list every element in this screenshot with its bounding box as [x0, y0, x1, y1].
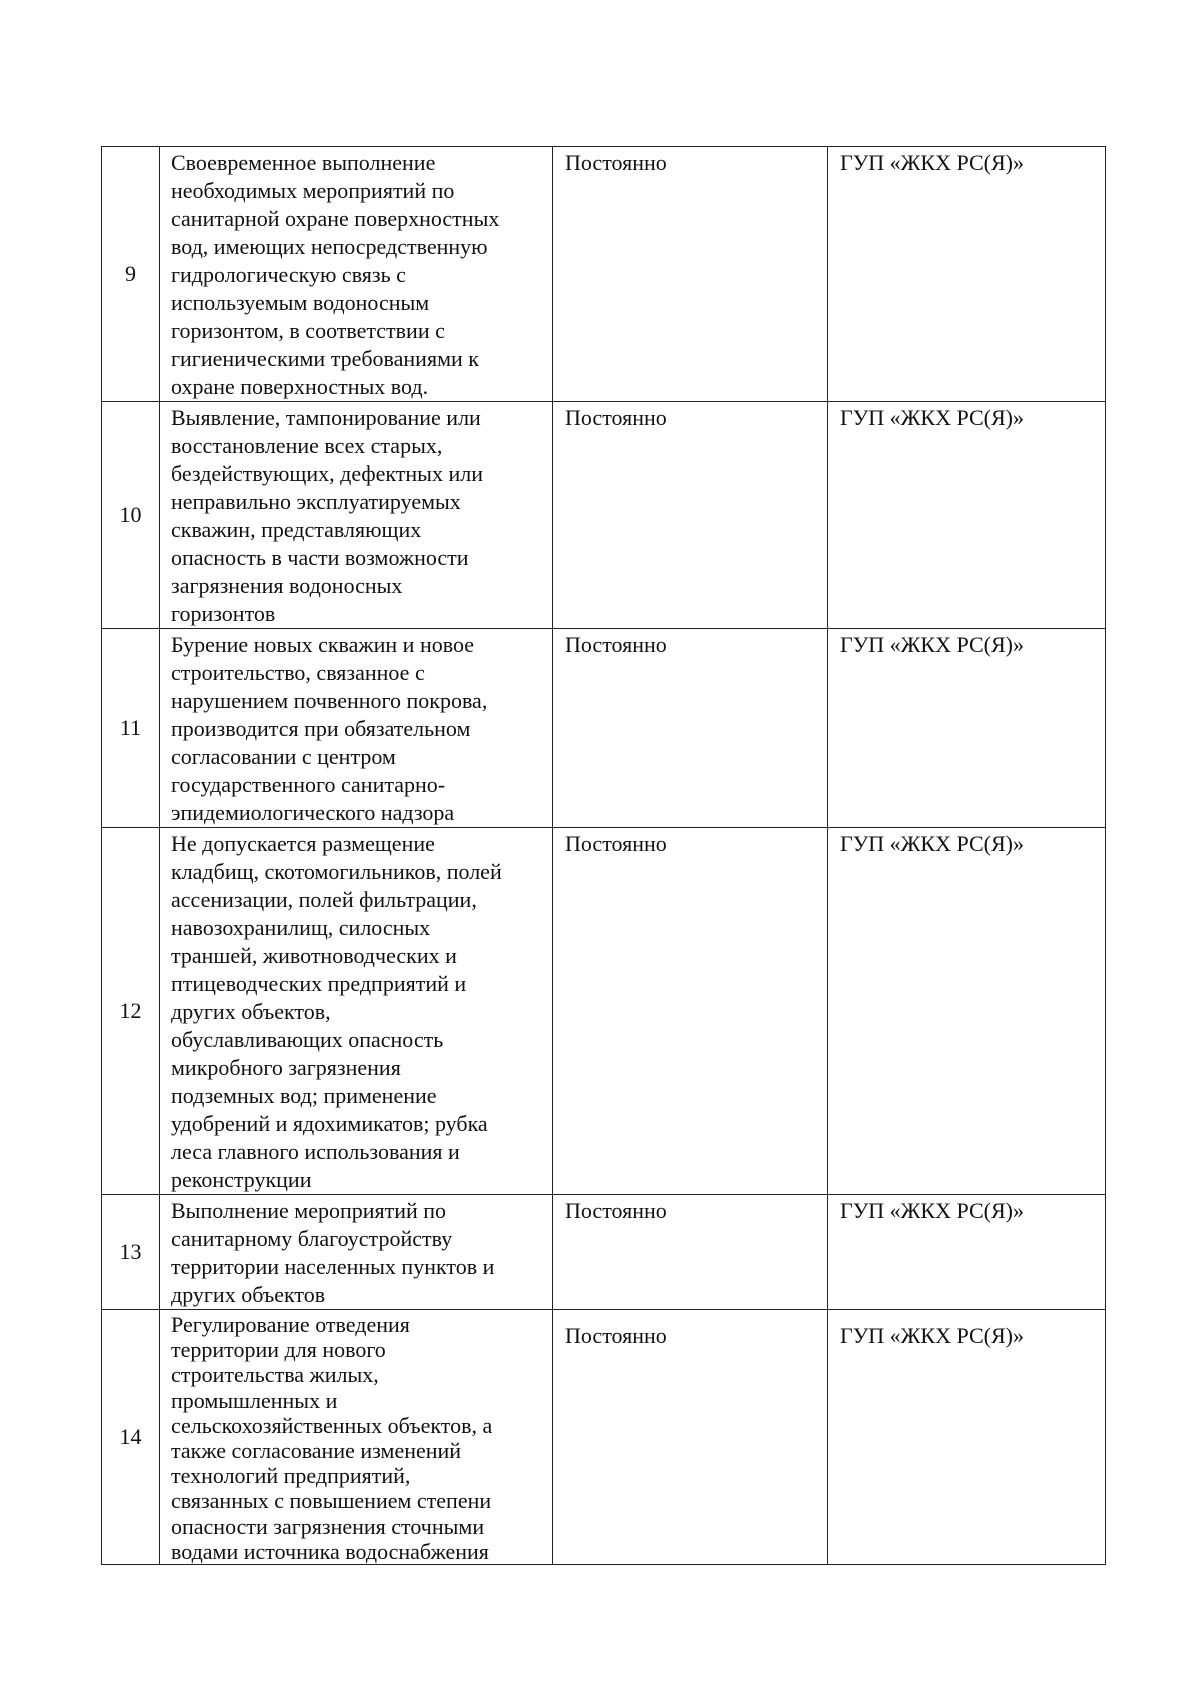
description-line: вод, имеющих непосредственную: [171, 234, 488, 259]
description-line: других объектов,: [171, 999, 331, 1024]
description-line: опасности загрязнения сточными: [171, 1513, 485, 1539]
row-number: 14: [102, 1310, 160, 1565]
measure-period: Постоянно: [553, 147, 828, 402]
table-row: [102, 828, 1106, 1195]
description-line: леса главного использования и: [171, 1139, 460, 1164]
description-line: неправильно эксплуатируемых: [171, 489, 461, 514]
description-line: опасность в части возможности: [171, 545, 469, 570]
measure-description: [160, 402, 553, 629]
description-line: Выявление, тампонирование или: [171, 405, 481, 430]
table-row: [102, 629, 1106, 828]
description-line: горизонтов: [171, 601, 276, 626]
description-line: Своевременное выполнение: [171, 150, 436, 175]
measure-period: Постоянно: [553, 402, 828, 629]
description-line: государственного санитарно-: [171, 772, 446, 797]
description-line: строительства жилых,: [171, 1362, 379, 1388]
measure-executor: ГУП «ЖКХ РС(Я)»: [828, 1195, 1106, 1310]
description-line: скважин, представляющих: [171, 517, 422, 542]
description-line: Не допускается размещение: [171, 831, 435, 856]
description-line: территории для нового: [171, 1337, 386, 1363]
measure-period: Постоянно: [553, 1310, 828, 1565]
description-line: водами источника водоснабжения: [171, 1538, 489, 1564]
row-number: 12: [102, 828, 160, 1195]
description-line: ассенизации, полей фильтрации,: [171, 887, 477, 912]
measure-description: [160, 629, 553, 828]
table-row: [102, 147, 1106, 402]
description-line: других объектов: [171, 1282, 326, 1307]
description-line: связанных с повышением степени: [171, 1488, 492, 1514]
measure-description: [160, 1195, 553, 1310]
description-line: птицеводческих предприятий и: [171, 971, 467, 996]
measure-description: [160, 147, 553, 402]
description-line: нарушением почвенного покрова,: [171, 688, 488, 713]
description-line: технологий предприятий,: [171, 1463, 411, 1489]
measure-executor: ГУП «ЖКХ РС(Я)»: [828, 402, 1106, 629]
description-line: охране поверхностных вод.: [171, 374, 429, 399]
description-line: горизонтом, в соответствии с: [171, 318, 445, 343]
description-line: необходимых мероприятий по: [171, 178, 455, 203]
description-line: бездействующих, дефектных или: [171, 461, 483, 486]
description-line: Регулирование отведения: [171, 1312, 410, 1337]
description-line: производится при обязательном: [171, 716, 471, 741]
description-line: удобрений и ядохимикатов; рубка: [171, 1111, 488, 1136]
description-line: траншей, животноводческих и: [171, 943, 457, 968]
measures-table-body: [102, 147, 1106, 1565]
description-line: территории населенных пунктов и: [171, 1254, 495, 1279]
description-line: эпидемиологического надзора: [171, 800, 455, 825]
description-line: Выполнение мероприятий по: [171, 1198, 447, 1223]
measure-executor: ГУП «ЖКХ РС(Я)»: [828, 828, 1106, 1195]
measure-period: Постоянно: [553, 828, 828, 1195]
description-line: кладбищ, скотомогильников, полей: [171, 859, 502, 884]
description-line: гидрологическую связь с: [171, 262, 406, 287]
description-line: также согласование изменений: [171, 1438, 462, 1464]
description-line: промышленных и: [171, 1387, 338, 1413]
row-number: 13: [102, 1195, 160, 1310]
description-line: санитарному благоустройству: [171, 1226, 453, 1251]
table-row: [102, 402, 1106, 629]
row-number: 10: [102, 402, 160, 629]
description-line: подземных вод; применение: [171, 1083, 437, 1108]
measure-description: [160, 1310, 553, 1565]
description-line: сельскохозяйственных объектов, а: [171, 1412, 493, 1438]
measure-description: [160, 828, 553, 1195]
description-line: Бурение новых скважин и новое: [171, 632, 474, 657]
description-line: навозохранилищ, силосных: [171, 915, 431, 940]
description-line: используемым водоносным: [171, 290, 430, 315]
measure-period: Постоянно: [553, 629, 828, 828]
row-number: 9: [102, 147, 160, 402]
description-line: микробного загрязнения: [171, 1055, 401, 1080]
measure-period: Постоянно: [553, 1195, 828, 1310]
measures-table: [101, 146, 1106, 1565]
description-line: загрязнения водоносных: [171, 573, 403, 598]
description-line: согласовании с центром: [171, 744, 396, 769]
measure-executor: ГУП «ЖКХ РС(Я)»: [828, 629, 1106, 828]
table-row: [102, 1310, 1106, 1565]
row-number: 11: [102, 629, 160, 828]
measure-executor: ГУП «ЖКХ РС(Я)»: [828, 147, 1106, 402]
description-line: реконструкции: [171, 1167, 312, 1192]
description-line: гигиеническими требованиями к: [171, 346, 479, 371]
description-line: обуславливающих опасность: [171, 1027, 444, 1052]
description-line: восстановление всех старых,: [171, 433, 443, 458]
description-line: санитарной охране поверхностных: [171, 206, 500, 231]
description-line: строительство, связанное с: [171, 660, 425, 685]
measure-executor: ГУП «ЖКХ РС(Я)»: [828, 1310, 1106, 1565]
table-row: [102, 1195, 1106, 1310]
